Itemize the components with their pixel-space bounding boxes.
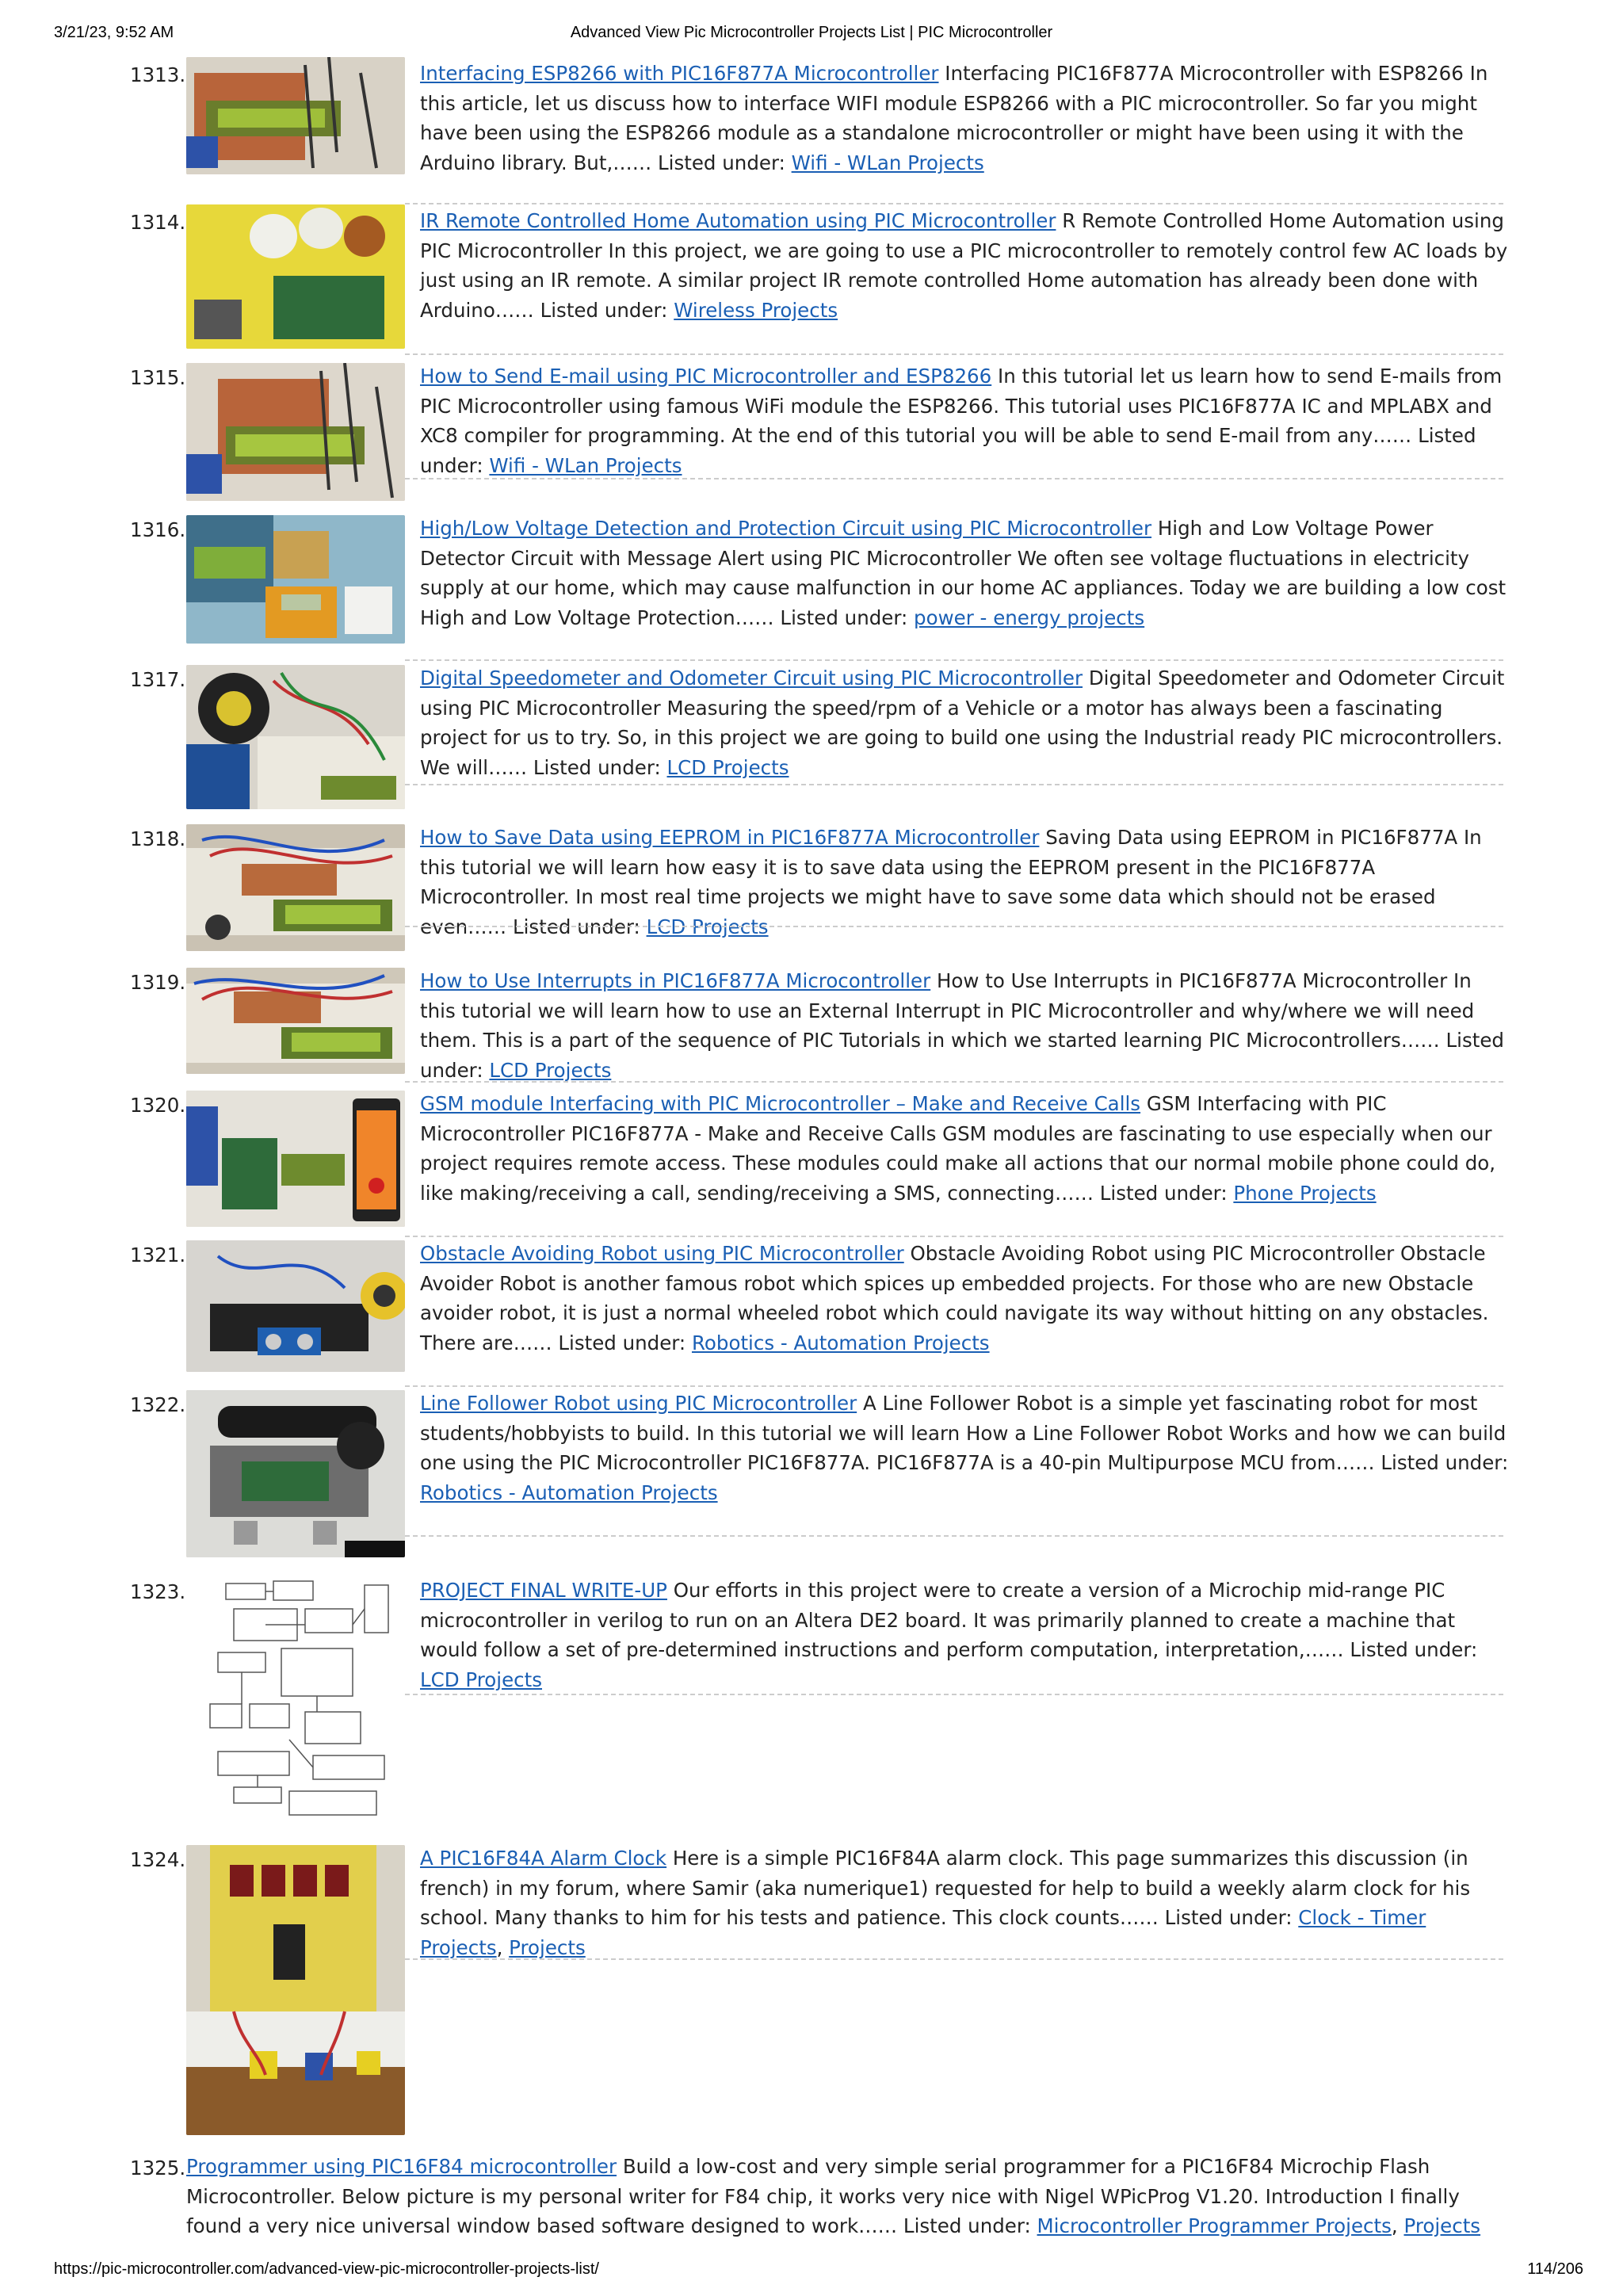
project-link[interactable]: Programmer using PIC16F84 microcontroller <box>186 2155 617 2178</box>
project-thumbnail[interactable] <box>186 824 405 951</box>
item-number: 1316. <box>130 518 186 541</box>
item-number: 1317. <box>130 668 186 691</box>
print-datetime: 3/21/23, 9:52 AM <box>54 24 174 41</box>
divider <box>405 784 1503 785</box>
category-link[interactable]: LCD Projects <box>666 755 789 779</box>
category-link[interactable]: Robotics - Automation Projects <box>420 1480 718 1504</box>
item-description: Interfacing ESP8266 with PIC16F877A Microcontroller Interfacing PIC16F877A Microcontroller with ESP8266 In this article, let us discuss how to interface WIFI module ESP8266 with a PIC microcontroller. So far you might have been using the ESP8266 module as a standalone microcontroller or might have been using it with the Arduino library. But,…… Listed under: Wifi - WLan Projects <box>420 62 1488 174</box>
category-link[interactable]: Robotics - Automation Projects <box>691 1331 990 1354</box>
divider <box>405 203 1503 204</box>
category-link[interactable]: Wifi - WLan Projects <box>791 151 984 174</box>
divider <box>405 1958 1503 1960</box>
project-thumbnail[interactable] <box>186 1091 405 1227</box>
category-link[interactable]: power - energy projects <box>914 606 1145 629</box>
project-thumbnail[interactable] <box>186 665 405 809</box>
item-number: 1323. <box>130 1580 186 1603</box>
item-number: 1321. <box>130 1244 186 1266</box>
project-thumbnail[interactable] <box>186 968 405 1074</box>
project-link[interactable]: How to Send E-mail using PIC Microcontroller and ESP8266 <box>420 365 992 388</box>
divider <box>405 926 1503 927</box>
category-link[interactable]: Wireless Projects <box>674 298 838 322</box>
category-link[interactable]: Wifi - WLan Projects <box>489 453 682 477</box>
item-number: 1320. <box>130 1094 186 1117</box>
item-number: 1325. <box>130 2157 186 2179</box>
divider <box>405 659 1503 661</box>
item-description: How to Save Data using EEPROM in PIC16F877A Microcontroller Saving Data using EEPROM in PIC16F877A In this tutorial we will learn how easy it is to save data using the EEPROM present in the PIC16F877A Microcontroller. In most real time projects we might have to save some data which should not be erased even…… Listed under: LCD Projects <box>420 826 1482 938</box>
print-header <box>0 24 1623 49</box>
item-description: Obstacle Avoiding Robot using PIC Microcontroller Obstacle Avoiding Robot using PIC Microcontroller Obstacle Avoider Robot is another famous robot which spices up embedded projects. For those who are new Obstacle avoider robot, it is just a normal wheeled robot which could navigate its way without hitting on any obstacles. There are…… Listed under: Robotics - Automation Projects <box>420 1242 1489 1354</box>
page-number: 114/206 <box>1527 2260 1583 2278</box>
item-number: 1319. <box>130 971 186 994</box>
print-footer <box>0 2260 1623 2284</box>
item-description: Programmer using PIC16F84 microcontroller Build a low-cost and very simple serial programmer for a PIC16F84 Microchip Flash Microcontroller. Below picture is my personal writer for F84 chip, it works very nice with Nigel WPicProg V1.20. Introduction I finally found a very nice universal window based software designed to work…… Listed under: Microcontroller Programmer Projects, Projects <box>186 2155 1481 2237</box>
project-thumbnail[interactable] <box>186 204 405 349</box>
divider <box>405 1081 1503 1083</box>
project-link[interactable]: Interfacing ESP8266 with PIC16F877A Microcontroller <box>420 62 939 85</box>
item-description: A PIC16F84A Alarm Clock Here is a simple PIC16F84A alarm clock. This page summarizes this discussion (in french) in my forum, where Samir (aka numerique1) requested for help to build a weekly alarm clock for his school. Many thanks to him for his tests and patience. This clock counts…… Listed under: Clock - Timer Projects, Projects <box>420 1847 1471 1959</box>
item-description: IR Remote Controlled Home Automation using PIC Microcontroller R Remote Controlled Home Automation using PIC Microcontroller In this project, we are going to use a PIC microcontroller to remotely control few AC loads by just using an IR remote. A similar project IR remote controlled Home automation has already been done with Arduino…… Listed under: Wireless Projects <box>420 209 1508 322</box>
project-link[interactable]: Digital Speedometer and Odometer Circuit using PIC Microcontroller <box>420 667 1083 690</box>
project-link[interactable]: GSM module Interfacing with PIC Microcontroller – Make and Receive Calls <box>420 1092 1141 1115</box>
item-number: 1313. <box>130 63 186 86</box>
item-number: 1322. <box>130 1393 186 1416</box>
divider <box>405 1236 1503 1237</box>
divider <box>405 478 1503 479</box>
divider <box>405 1694 1503 1695</box>
project-link[interactable]: IR Remote Controlled Home Automation using PIC Microcontroller <box>420 209 1056 232</box>
category-link[interactable]: Projects <box>1403 2214 1481 2237</box>
category-link[interactable]: Projects <box>509 1935 586 1959</box>
item-number: 1314. <box>130 211 186 234</box>
item-number: 1315. <box>130 366 186 389</box>
item-description: PROJECT FINAL WRITE-UP Our efforts in this project were to create a version of a Microchip mid-range PIC microcontroller in verilog to run on an Altera DE2 board. It was primarily planned to create a machine that would follow a set of pre-determined instructions and perform computation, interpretation,…… Listed under: LCD Projects <box>420 1579 1478 1691</box>
project-link[interactable]: Obstacle Avoiding Robot using PIC Microcontroller <box>420 1242 904 1265</box>
category-link[interactable]: LCD Projects <box>489 1058 612 1082</box>
item-number: 1324. <box>130 1848 186 1871</box>
divider <box>405 1385 1503 1387</box>
item-description: How to Use Interrupts in PIC16F877A Microcontroller How to Use Interrupts in PIC16F877A Microcontroller In this tutorial we will learn how to use an External Interrupt in PIC Microcontroller and why/where we will need them. This is a part of the sequence of PIC Tutorials in which we started learning PIC Microcontrollers…… Listed under: LCD Projects <box>420 969 1504 1082</box>
category-link[interactable]: Phone Projects <box>1233 1181 1377 1205</box>
category-link[interactable]: LCD Projects <box>420 1668 542 1691</box>
category-link[interactable]: Clock - Timer Projects <box>420 1906 1426 1959</box>
project-link[interactable]: How to Save Data using EEPROM in PIC16F877A Microcontroller <box>420 826 1040 849</box>
project-link[interactable]: High/Low Voltage Detection and Protection Circuit using PIC Microcontroller <box>420 517 1152 540</box>
item-description: Line Follower Robot using PIC Microcontroller A Line Follower Robot is a simple yet fascinating robot for most students/hobbyists to build. In this tutorial we will learn How a Line Follower Robot Works and how we can build one using the PIC Microcontroller PIC16F877A. PIC16F877A is a 40-pin Multipurpose MCU from…… Listed under: Robotics - Automation Projects <box>420 1392 1509 1504</box>
item-number: 1318. <box>130 827 186 850</box>
category-link[interactable]: Microcontroller Programmer Projects <box>1037 2214 1392 2237</box>
item-description: High/Low Voltage Detection and Protection Circuit using PIC Microcontroller High and Low Voltage Power Detector Circuit with Message Alert using PIC Microcontroller We often see voltage fluctuations in electricity supply at our home, which may cause malfunction in our home AC appliances. Today we are building a low cost High and Low Voltage Protection…… Listed under: power - energy projects <box>420 517 1507 629</box>
project-thumbnail[interactable] <box>186 1390 405 1557</box>
project-thumbnail[interactable] <box>186 1845 405 2135</box>
project-link[interactable]: A PIC16F84A Alarm Clock <box>420 1847 667 1870</box>
item-description: GSM module Interfacing with PIC Microcontroller – Make and Receive Calls GSM Interfacing with PIC Microcontroller PIC16F877A - Make and Receive Calls GSM modules are fascinating to use especially when our project requires remote access. These modules could make all actions that our normal mobile phone could do, like making/receiving a call, sending/receiving a SMS, connecting…… Listed under: Phone Projects <box>420 1092 1496 1205</box>
project-thumbnail[interactable] <box>186 1577 405 1827</box>
project-thumbnail[interactable] <box>186 363 405 501</box>
project-thumbnail[interactable] <box>186 1240 405 1372</box>
print-page-title: Advanced View Pic Microcontroller Projects List | PIC Microcontroller <box>570 24 1053 41</box>
divider <box>405 353 1503 355</box>
item-description: How to Send E-mail using PIC Microcontroller and ESP8266 In this tutorial let us learn how to send E-mails from PIC Microcontroller using famous WiFi module the ESP8266. This tutorial uses PIC16F877A IC and MPLABX and XC8 compiler for programming. At the end of this tutorial you will be able to send E-mail from any…… Listed under: Wifi - WLan Projects <box>420 365 1503 477</box>
project-link[interactable]: Line Follower Robot using PIC Microcontroller <box>420 1392 857 1415</box>
project-link[interactable]: PROJECT FINAL WRITE-UP <box>420 1579 667 1602</box>
project-thumbnail[interactable] <box>186 57 405 174</box>
item-description: Digital Speedometer and Odometer Circuit using PIC Microcontroller Digital Speedometer and Odometer Circuit using PIC Microcontroller Measuring the speed/rpm of a Vehicle or a motor has always been a fascinating project for us to try. So, in this project we are going to build one using the Industrial ready PIC microcontrollers. We will…… Listed under: LCD Projects <box>420 667 1505 779</box>
print-url: https://pic-microcontroller.com/advanced-view-pic-microcontroller-projects-list/ <box>54 2260 599 2278</box>
project-link[interactable]: How to Use Interrupts in PIC16F877A Microcontroller <box>420 969 931 992</box>
category-link[interactable]: LCD Projects <box>646 915 769 938</box>
project-thumbnail[interactable] <box>186 515 405 644</box>
divider <box>405 1535 1503 1537</box>
